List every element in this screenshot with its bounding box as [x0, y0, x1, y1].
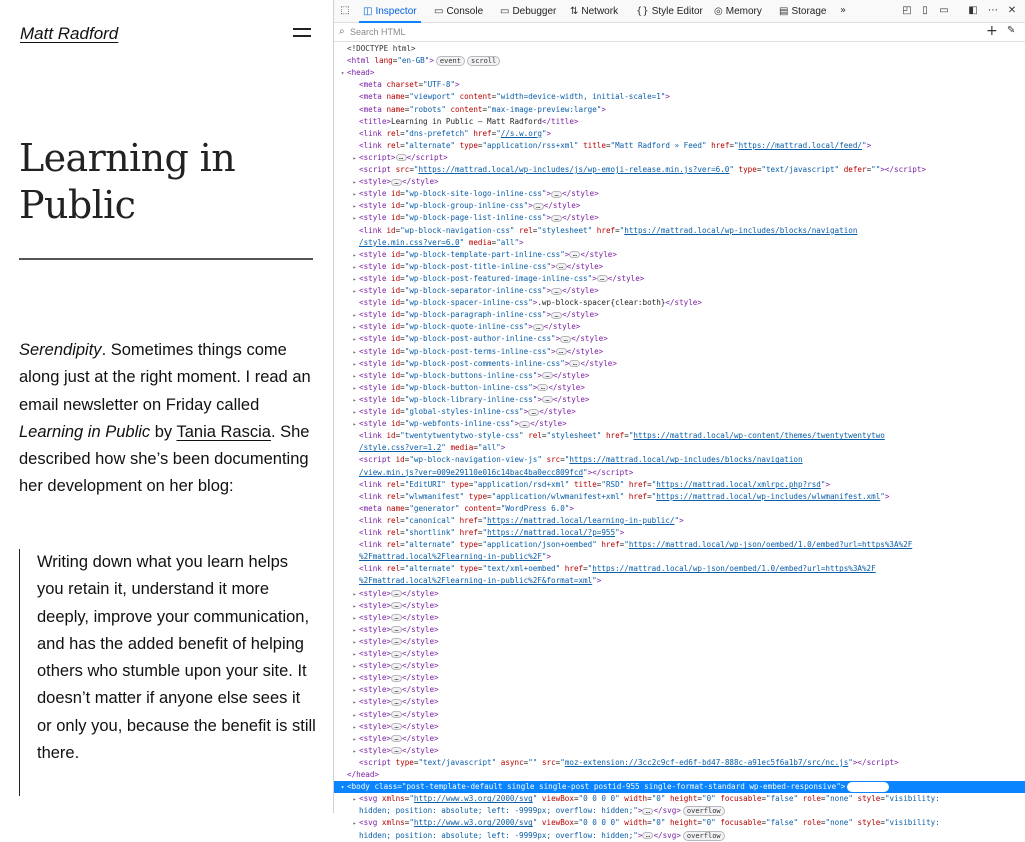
- expand-twisty-icon[interactable]: ▸: [352, 215, 357, 223]
- expand-twisty-icon[interactable]: ▸: [352, 288, 357, 295]
- markup-node-text: <style> … </style>: [359, 697, 439, 707]
- markup-node-text: <script> … </script>: [359, 152, 448, 162]
- markup-node[interactable]: [334, 382, 1025, 394]
- expand-twisty-icon[interactable]: ▸: [352, 203, 357, 211]
- markup-node[interactable]: [334, 551, 1025, 563]
- markup-node-text: <style> … </style>: [359, 673, 439, 683]
- markup-node[interactable]: [334, 346, 1025, 358]
- expand-twisty-icon[interactable]: ▸: [352, 275, 357, 283]
- expand-twisty-icon[interactable]: ▸: [352, 614, 357, 622]
- markup-node-text: <style> … </style>: [359, 177, 439, 187]
- markup-node-text: <script type="text/javascript" async="" src="moz-extension://3cc2c9cf-ed6f-bd47-888c-a91ec5f6a1b7/src/nc.js"></script>: [359, 757, 899, 767]
- markup-node-text: /style.css?ver=1.2" media="all">: [359, 443, 506, 453]
- markup-node[interactable]: [334, 321, 1025, 333]
- markup-node[interactable]: [334, 757, 1025, 769]
- expand-twisty-icon[interactable]: ▸: [352, 396, 357, 404]
- markup-node-text: <style id="wp-block-library-inline-css"> … </style>: [359, 394, 590, 404]
- expand-twisty-icon[interactable]: ▸: [352, 602, 357, 610]
- collapse-twisty-icon[interactable]: ▾: [340, 784, 345, 792]
- markup-view: [334, 43, 1025, 840]
- markup-node[interactable]: [334, 225, 1025, 237]
- markup-node-text: <style id="wp-block-post-comments-inline-css"> … </style>: [359, 358, 617, 368]
- markup-node-text: <svg xmlns="http://www.w3.org/2000/svg" viewBox="0 0 0 0" width="0" height="0" focusable="false" role="none" style="visibility:: [359, 794, 940, 804]
- expand-twisty-icon[interactable]: ▸: [352, 421, 357, 429]
- expand-twisty-icon[interactable]: ▸: [352, 747, 357, 755]
- markup-node[interactable]: [334, 43, 1025, 55]
- markup-node-text: <svg xmlns="http://www.w3.org/2000/svg" viewBox="0 0 0 0" width="0" height="0" focusable="false" role="none" style="visibility:: [359, 818, 940, 828]
- markup-node-text: <style id="wp-webfonts-inline-css"> … </style>: [359, 419, 567, 429]
- expand-twisty-icon[interactable]: ▸: [352, 251, 357, 259]
- markup-node[interactable]: [334, 575, 1025, 587]
- markup-node[interactable]: [334, 563, 1025, 575]
- markup-node[interactable]: [334, 176, 1025, 188]
- markup-node[interactable]: [334, 491, 1025, 503]
- markup-node[interactable]: [334, 358, 1025, 370]
- markup-node[interactable]: [334, 684, 1025, 696]
- add-node-icon[interactable]: +: [986, 23, 998, 39]
- console-icon: ▭: [434, 6, 444, 17]
- post-title: Learning in Public: [19, 136, 236, 227]
- markup-node-text: <style id="global-styles-inline-css"> … </style>: [359, 407, 576, 416]
- expand-twisty-icon[interactable]: ▸: [352, 154, 357, 162]
- tab-console[interactable]: [434, 0, 483, 23]
- markup-node-text: <style> … </style>: [359, 612, 439, 622]
- intro-text: by: [150, 422, 177, 441]
- markup-node[interactable]: [334, 709, 1025, 721]
- markup-node-text: <meta charset="UTF-8">: [359, 80, 460, 90]
- markup-node[interactable]: [334, 261, 1025, 273]
- markup-node[interactable]: [334, 636, 1025, 648]
- expand-twisty-icon[interactable]: ▸: [352, 590, 357, 598]
- expand-twisty-icon[interactable]: ▸: [352, 663, 357, 671]
- markup-node[interactable]: [334, 612, 1025, 624]
- markup-node[interactable]: [334, 55, 1025, 67]
- markup-node-text: /style.min.css?ver=6.0" media="all">: [359, 237, 524, 247]
- markup-node-text: <meta name="generator" content="WordPress 6.0">: [359, 503, 574, 513]
- expand-twisty-icon[interactable]: ▸: [352, 723, 357, 731]
- markup-node[interactable]: [334, 249, 1025, 261]
- page-viewport: [0, 0, 333, 813]
- expand-twisty-icon[interactable]: ▸: [352, 820, 357, 828]
- markup-node-text: <!DOCTYPE html>: [347, 44, 416, 53]
- options-menu-icon[interactable]: ⋯: [988, 5, 998, 16]
- markup-node-text: <style> … </style>: [359, 624, 439, 634]
- markup-node-text: <style id="wp-block-button-inline-css"> … </style>: [359, 382, 585, 392]
- expand-twisty-icon[interactable]: ▸: [352, 409, 357, 416]
- search-input[interactable]: [350, 25, 950, 39]
- tab-memory[interactable]: [714, 0, 762, 23]
- markup-node-text: <style> … </style>: [359, 661, 439, 671]
- expand-twisty-icon[interactable]: ▸: [352, 735, 357, 743]
- markup-node-text: <style> … </style>: [359, 733, 439, 743]
- devtools-panel: [333, 0, 1024, 840]
- tab-label: Memory: [725, 6, 762, 17]
- debugger-icon: ▭: [500, 6, 510, 17]
- markup-node[interactable]: [334, 733, 1025, 745]
- expand-twisty-icon[interactable]: ▸: [352, 675, 357, 683]
- tab-label: Style Editor: [651, 6, 703, 17]
- screenshot-icon[interactable]: ◰: [902, 5, 912, 16]
- tab-style-editor[interactable]: [636, 0, 703, 23]
- markup-node[interactable]: [334, 188, 1025, 200]
- markup-node[interactable]: [334, 660, 1025, 672]
- blockquote: Writing down what you learn helps you retain it, understand it more deeply, improve your communication, and has the added benefit of helping others who stumble upon your site. It doesn’t matter if anyone else sees it or only you, because the benefit is still there.: [19, 549, 319, 796]
- markup-node-text: <style id="wp-block-post-terms-inline-css"> … </style>: [359, 346, 604, 356]
- intro-emphasis: Serendipity: [19, 341, 102, 359]
- markup-node-text: <script src="https://mattrad.local/wp-includes/js/wp-emoji-release.min.js?ver=6.0" type="text/javascript" defer=""></script>: [359, 165, 927, 174]
- tab-inspector[interactable]: [363, 0, 417, 23]
- markup-node-text: <link id="wp-block-navigation-css" rel="stylesheet" href="https://mattrad.local/wp-includes/blocks/navigation: [359, 225, 858, 235]
- expand-twisty-icon[interactable]: ▸: [352, 796, 357, 804]
- markup-node[interactable]: [334, 539, 1025, 551]
- markup-node-text: /view.min.js?ver=009e29110e016c14bac4ba0ecc809fcd"></script>: [359, 467, 634, 477]
- intro-text: . Sometimes things come along just at the right moment. I read an email newsletter on Friday called: [19, 341, 311, 414]
- tab-network[interactable]: [570, 0, 618, 23]
- tab-storage[interactable]: [779, 0, 826, 23]
- search-bar: [334, 23, 1025, 42]
- markup-node-text: <style> … </style>: [359, 685, 439, 695]
- markup-node[interactable]: [334, 212, 1025, 224]
- storage-icon: ▤: [779, 6, 789, 17]
- markup-node-text: <link rel="dns-prefetch" href="//s.w.org">: [359, 128, 552, 138]
- site-title-link[interactable]: Matt Radford: [20, 24, 119, 43]
- tab-debugger[interactable]: [500, 0, 556, 23]
- markup-node-text: <style id="wp-block-site-logo-inline-css"> … </style>: [359, 189, 599, 199]
- markup-node-text: </head>: [347, 770, 380, 779]
- markup-node-text: %2Fmattrad.local%2Flearning-in-public%2F">: [359, 552, 552, 562]
- markup-node-text: hidden; position: absolute; left: -9999px; overflow: hidden;"> … </svg> overflow: [359, 831, 725, 840]
- markup-node-text: %2Fmattrad.local%2Flearning-in-public%2F&format=xml">: [359, 576, 602, 586]
- markup-node-text: <style> … </style>: [359, 588, 439, 598]
- markup-node[interactable]: [334, 140, 1025, 152]
- search-icon: ⌕: [339, 26, 345, 37]
- markup-node[interactable]: [334, 406, 1025, 418]
- markup-node-text: <link rel="alternate" type="application/rss+xml" title="Matt Radford » Feed" href="https://mattrad.local/feed/">: [359, 140, 872, 150]
- devtools-toolbar: [334, 0, 1025, 23]
- intro-text: . She described how she’s been documenting her development on her blog:: [19, 422, 310, 496]
- markup-node-text: <link rel="EditURI" type="application/rsd+xml" title="RSD" href="https://mattrad.local/xmlrpc.php?rsd">: [359, 479, 831, 489]
- markup-node[interactable]: [334, 333, 1025, 345]
- markup-node[interactable]: [334, 200, 1025, 212]
- markup-node-text: <style> … </style>: [359, 709, 439, 719]
- tab-label: Inspector: [375, 6, 417, 17]
- expand-twisty-icon[interactable]: ▸: [352, 687, 357, 695]
- markup-node[interactable]: [334, 830, 1025, 842]
- markup-node[interactable]: [334, 588, 1025, 600]
- markup-node[interactable]: [334, 648, 1025, 660]
- expand-twisty-icon[interactable]: ▸: [352, 324, 357, 332]
- markup-node[interactable]: [334, 672, 1025, 684]
- markup-node-text: <title>Learning in Public – Matt Radford</title>: [359, 116, 579, 126]
- markup-node[interactable]: [334, 297, 1025, 309]
- collapse-twisty-icon[interactable]: ▾: [340, 70, 345, 78]
- markup-node[interactable]: [334, 273, 1025, 285]
- element-picker-icon[interactable]: ⬚: [340, 5, 350, 16]
- markup-node[interactable]: [334, 467, 1025, 479]
- markup-node-text: <meta name="viewport" content="width=device-width, initial-scale=1">: [359, 92, 670, 102]
- expand-twisty-icon[interactable]: ▸: [352, 699, 357, 707]
- markup-node[interactable]: [334, 479, 1025, 491]
- markup-node-text: <link rel="alternate" type="text/xml+oembed" href="https://mattrad.local/wp-json/oembed/1.0/embed?url=https%3A%2F: [359, 564, 876, 574]
- markup-node-text: <style id="wp-block-quote-inline-css"> … </style>: [359, 322, 581, 332]
- expand-twisty-icon[interactable]: ▸: [352, 372, 357, 380]
- expand-twisty-icon[interactable]: ▸: [352, 179, 357, 187]
- markup-node[interactable]: [334, 769, 1025, 781]
- memory-icon: ◎: [714, 6, 723, 17]
- markup-node-text: <link rel="shortlink" href="https://mattrad.local/?p=955">: [359, 528, 625, 537]
- markup-node[interactable]: [334, 394, 1025, 406]
- markup-node[interactable]: [334, 503, 1025, 515]
- markup-node[interactable]: [334, 164, 1025, 176]
- markup-node-text: <style id="wp-block-buttons-inline-css"> … </style>: [359, 370, 590, 380]
- expand-twisty-icon[interactable]: ▸: [352, 638, 357, 646]
- expand-twisty-icon[interactable]: ▸: [352, 312, 357, 320]
- markup-node[interactable]: [334, 128, 1025, 140]
- markup-node-text: <link rel="canonical" href="https://mattrad.local/learning-in-public/">: [359, 515, 684, 525]
- markup-node-text: <style id="wp-block-post-featured-image-inline-css"> … </style>: [359, 273, 645, 283]
- expand-twisty-icon[interactable]: ▸: [352, 360, 357, 368]
- markup-node[interactable]: [334, 721, 1025, 733]
- markup-node[interactable]: [334, 600, 1025, 612]
- tab-label: Network: [581, 6, 619, 17]
- markup-node[interactable]: [334, 285, 1025, 297]
- markup-node-text: <style id="wp-block-post-title-inline-css"> … </style>: [359, 261, 604, 271]
- markup-node[interactable]: [334, 116, 1025, 128]
- markup-node-text: <meta name="robots" content="max-image-preview:large">: [359, 104, 606, 114]
- markup-node-text: hidden; position: absolute; left: -9999px; overflow: hidden;"> … </svg> overflow: [359, 806, 725, 815]
- markup-node[interactable]: [334, 745, 1025, 757]
- markup-node-text: <style> … </style>: [359, 745, 439, 755]
- markup-node-selected[interactable]: [334, 781, 1025, 793]
- responsive-design-icon[interactable]: ▯: [922, 5, 928, 16]
- title-separator: [19, 258, 313, 260]
- inspector-icon: ◫: [363, 6, 373, 17]
- expand-twisty-icon[interactable]: ▸: [352, 651, 357, 658]
- markup-node[interactable]: [334, 91, 1025, 103]
- markup-node[interactable]: [334, 104, 1025, 116]
- markup-node[interactable]: [334, 309, 1025, 321]
- markup-node-text: <style id="wp-block-separator-inline-css"> … </style>: [359, 286, 599, 295]
- markup-node[interactable]: [334, 67, 1025, 79]
- markup-node-text: <style> … </style>: [359, 600, 439, 610]
- markup-node[interactable]: [334, 515, 1025, 527]
- expand-twisty-icon[interactable]: ▸: [352, 384, 357, 392]
- newsletter-name: Learning in Public: [19, 422, 151, 441]
- markup-node[interactable]: [334, 442, 1025, 454]
- expand-twisty-icon[interactable]: ▸: [352, 626, 357, 634]
- intro-paragraph: [19, 337, 319, 501]
- style-editor-icon: {}: [636, 6, 649, 17]
- markup-node[interactable]: [334, 454, 1025, 466]
- eyedropper-icon[interactable]: ✎: [1007, 25, 1016, 36]
- markup-node-text: <link rel="alternate" type="application/json+oembed" href="https://mattrad.local/wp-json/oembed/1.0/embed?url=https%3A%2F: [359, 540, 913, 550]
- tab-label: Storage: [791, 6, 827, 17]
- tab-label: Debugger: [512, 6, 557, 17]
- markup-node[interactable]: [334, 527, 1025, 539]
- markup-node[interactable]: [334, 152, 1025, 164]
- markup-node[interactable]: [334, 370, 1025, 382]
- expand-twisty-icon[interactable]: ▸: [352, 336, 357, 344]
- markup-node-text: <style id="wp-block-page-list-inline-css"> … </style>: [359, 213, 599, 223]
- markup-node-text: <style id="wp-block-spacer-inline-css">.wp-block-spacer{clear:both}</style>: [359, 298, 702, 308]
- expand-twisty-icon[interactable]: ▸: [352, 263, 357, 271]
- author-link[interactable]: Tania Rascia: [176, 422, 271, 441]
- expand-twisty-icon[interactable]: ▸: [352, 711, 357, 719]
- markup-node[interactable]: [334, 418, 1025, 430]
- markup-node-text: <style id="wp-block-post-author-inline-css"> … </style>: [359, 334, 608, 344]
- dock-side-icon[interactable]: ◧: [968, 5, 978, 16]
- network-icon: ⇅: [570, 6, 579, 17]
- markup-node[interactable]: [334, 430, 1025, 442]
- markup-node-text: <style id="wp-block-group-inline-css"> … </style>: [359, 201, 581, 211]
- menu-icon[interactable]: [293, 27, 313, 41]
- markup-node-text: <style> … </style>: [359, 636, 439, 646]
- markup-node[interactable]: [334, 237, 1025, 249]
- markup-node-text: <head>: [347, 68, 375, 78]
- markup-node-text: <style id="wp-block-paragraph-inline-css"> … </style>: [359, 310, 599, 320]
- close-icon[interactable]: ✕: [1007, 5, 1017, 16]
- markup-node-text: <script id="wp-block-navigation-view-js" src="https://mattrad.local/wp-includes/blocks/navigation: [359, 455, 803, 465]
- tab-label: Console: [446, 6, 484, 17]
- expand-twisty-icon[interactable]: ▸: [352, 191, 357, 199]
- markup-node-text: <link rel="wlwmanifest" type="application/wlwmanifest+xml" href="https://mattrad.local/wp-includes/wlwmanifest.xml">: [359, 491, 890, 501]
- expand-twisty-icon[interactable]: ▸: [352, 348, 357, 356]
- markup-node[interactable]: [334, 79, 1025, 91]
- markup-node-text: <html lang="en-GB"> event scroll: [347, 56, 500, 65]
- markup-node[interactable]: [334, 793, 1025, 805]
- markup-node[interactable]: [334, 624, 1025, 636]
- markup-node-text: <style> … </style>: [359, 649, 439, 658]
- markup-node[interactable]: [334, 805, 1025, 817]
- markup-node-text: <body class="post-template-default single single-post postid-955 single-format-standard wp-embed-responsive"> overflow: [347, 782, 889, 791]
- markup-node-text: <link id="twentytwentytwo-style-css" rel="stylesheet" href="https://mattrad.local/wp-content/themes/twentytwentytwo: [359, 431, 885, 441]
- more-tools-chevron-icon[interactable]: »: [839, 5, 847, 16]
- markup-node[interactable]: [334, 817, 1025, 829]
- settings-toggle-icon[interactable]: ▭: [939, 5, 949, 16]
- markup-node[interactable]: [334, 696, 1025, 708]
- markup-node-text: <style> … </style>: [359, 721, 439, 731]
- markup-node-text: <style id="wp-block-template-part-inline-css"> … </style>: [359, 249, 617, 259]
